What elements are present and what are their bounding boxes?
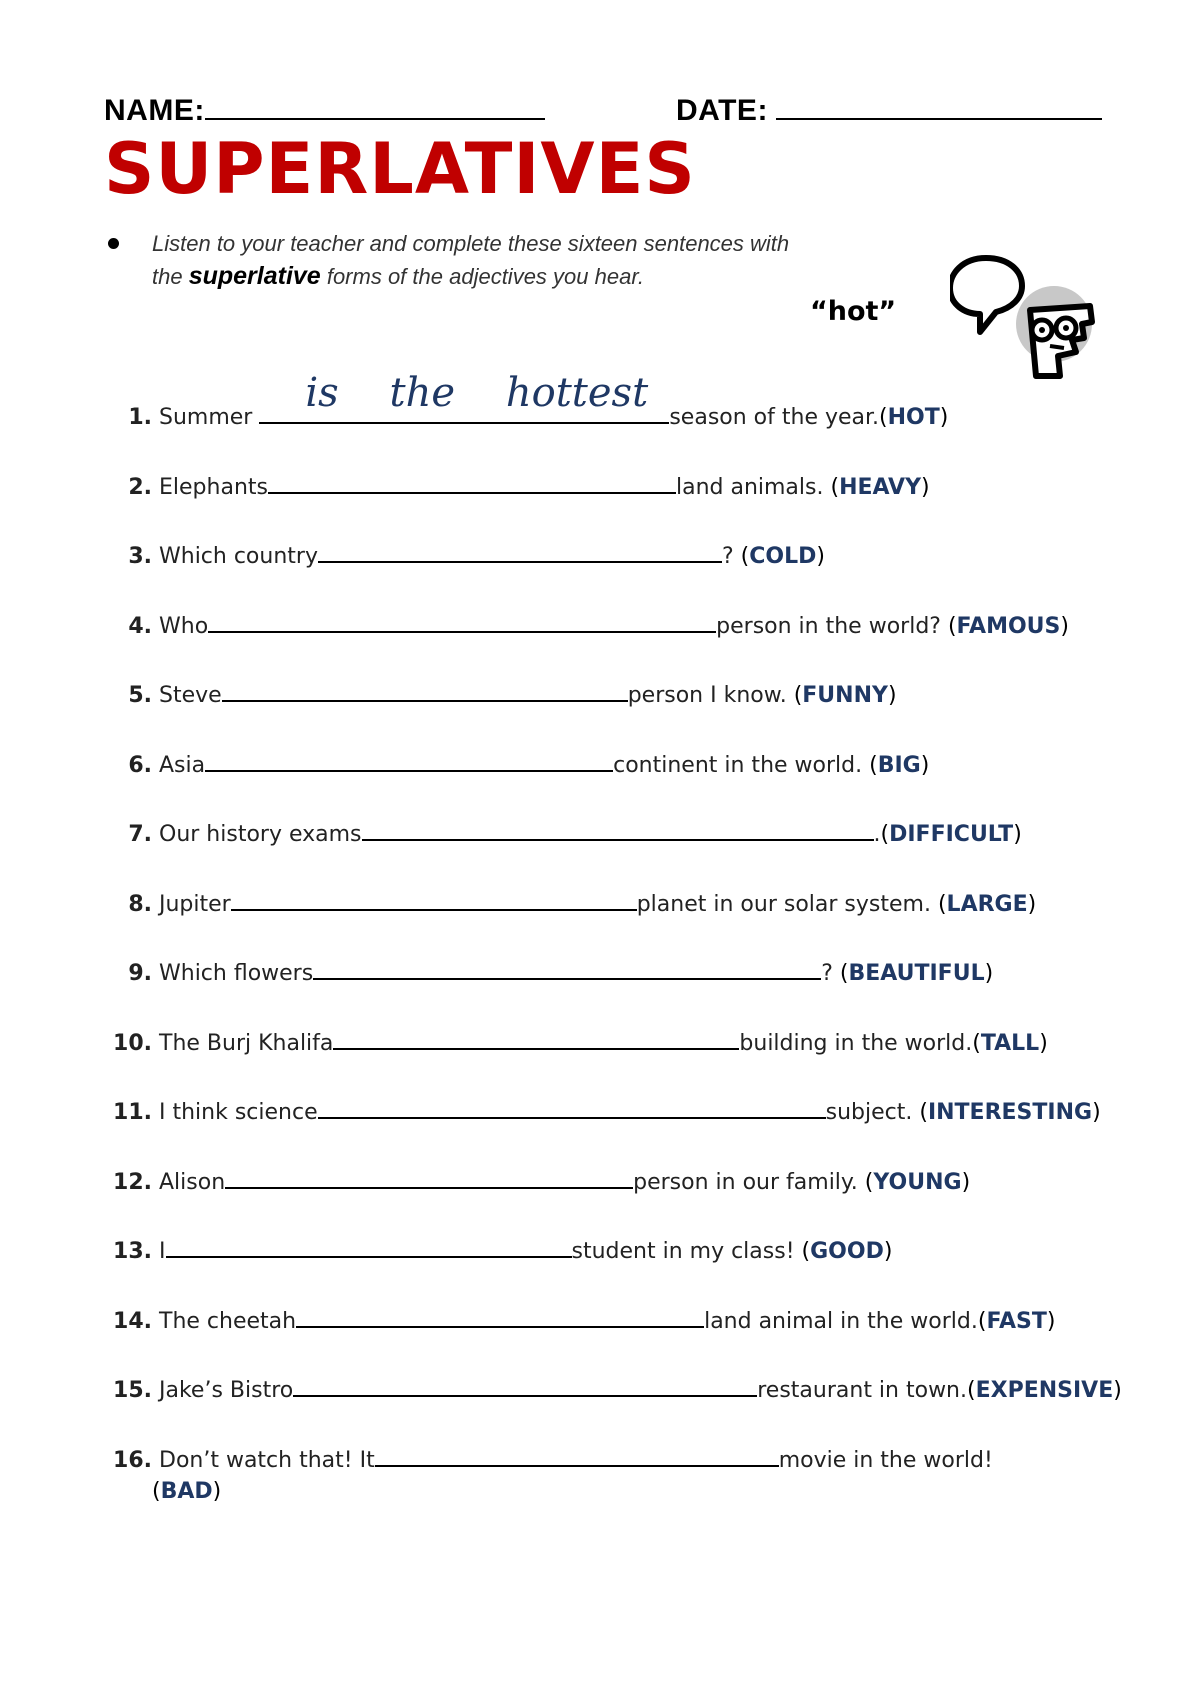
name-blank[interactable]	[205, 92, 545, 120]
name-field-row	[104, 92, 545, 128]
answer-blank[interactable]	[166, 1232, 572, 1258]
sentence-item-6	[100, 746, 1180, 816]
item-text-before: I	[159, 1239, 166, 1264]
sentence-item-13	[100, 1232, 1180, 1302]
item-number: 13.	[113, 1239, 152, 1264]
item-text-before: Our history exams	[159, 822, 362, 847]
item-text-before: Jake’s Bistro	[159, 1378, 294, 1403]
item-text-after: .	[873, 822, 881, 847]
sentence-item-9	[100, 954, 1180, 1024]
answer-blank[interactable]	[205, 746, 613, 772]
instructions-line2-pre: the	[152, 264, 189, 289]
item-text-after: restaurant in town.	[757, 1378, 967, 1403]
item-number: 11.	[113, 1100, 152, 1125]
item-text-after: planet in our solar system.	[636, 891, 938, 917]
adjective-hint: (YOUNG)	[864, 1169, 971, 1195]
item-text-after: land animal in the world.	[704, 1308, 978, 1334]
sentence-list	[100, 370, 1180, 1531]
item-number: 2.	[128, 474, 152, 500]
adjective-hint: (BEAUTIFUL)	[839, 961, 994, 986]
answer-blank[interactable]	[313, 954, 821, 980]
adjective-hint: (LARGE)	[937, 891, 1037, 917]
sentence-item-1	[100, 370, 1180, 468]
sentence-item-11	[100, 1093, 1180, 1163]
adjective-hint: (INTERESTING)	[919, 1100, 1101, 1125]
item-text-after: ?	[821, 961, 840, 986]
answer-blank[interactable]	[375, 1441, 779, 1467]
item-number: 4.	[128, 613, 152, 639]
item-text-before: Who	[159, 613, 209, 639]
item-text-before: Which flowers	[159, 961, 314, 986]
item-text-before: Alison	[159, 1169, 226, 1195]
item-text-after: movie in the world!	[778, 1447, 993, 1473]
item-text-before: Don’t watch that! It	[159, 1447, 375, 1473]
adjective-hint: (FUNNY)	[793, 683, 897, 708]
adjective-hint: (HOT)	[879, 405, 949, 430]
instructions-bold: superlative	[188, 262, 321, 290]
date-label: DATE:	[676, 94, 768, 127]
answer-blank[interactable]	[268, 468, 676, 494]
item-number: 7.	[128, 822, 152, 847]
item-text-after: person I know.	[627, 683, 794, 708]
answer-blank[interactable]	[222, 676, 628, 702]
answer-blank[interactable]	[318, 537, 722, 563]
name-label: NAME:	[104, 94, 205, 127]
sentence-item-14	[100, 1302, 1180, 1372]
adjective-hint: (COLD)	[740, 544, 825, 569]
adjective-hint: (BIG)	[869, 752, 930, 778]
adjective-hint: (EXPENSIVE)	[967, 1378, 1122, 1403]
answer-blank[interactable]	[225, 1163, 633, 1189]
answer-blank[interactable]	[231, 885, 637, 911]
adjective-hint: (GOOD)	[801, 1239, 893, 1264]
sentence-item-16	[100, 1441, 1180, 1531]
sentence-item-10	[100, 1024, 1180, 1094]
item-text-before: The cheetah	[159, 1308, 297, 1334]
instructions-line1: Listen to your teacher and complete these sixteen sentences with	[152, 231, 790, 256]
adjective-hint: (FAMOUS)	[947, 613, 1069, 639]
instructions-line2-post: forms of the adjectives you hear.	[320, 264, 644, 289]
item-number: 15.	[113, 1378, 152, 1403]
item-number: 9.	[128, 961, 152, 986]
item-number: 1.	[128, 405, 152, 430]
sentence-item-3	[100, 537, 1180, 607]
item-text-before: I think science	[159, 1100, 318, 1125]
item-number: 14.	[113, 1308, 152, 1334]
item-number: 16.	[113, 1447, 152, 1473]
item-number: 6.	[128, 752, 152, 778]
answer-blank[interactable]	[333, 1024, 739, 1050]
item-text-before: The Burj Khalifa	[159, 1030, 334, 1056]
adjective-hint: (FAST)	[977, 1308, 1056, 1334]
item-text-after: continent in the world.	[613, 752, 870, 778]
example-word: “hot”	[810, 296, 897, 327]
answer-blank[interactable]	[362, 815, 874, 841]
item-text-before: Jupiter	[159, 891, 231, 917]
date-blank[interactable]	[776, 92, 1102, 120]
item-text-before: Which country	[159, 544, 318, 569]
item-text-after: land animals.	[675, 474, 831, 500]
item-text-after: building in the world.	[739, 1030, 973, 1056]
adjective-hint: (BAD)	[152, 1478, 222, 1504]
item-text-after: student in my class!	[571, 1239, 802, 1264]
item-text-after: person in the world?	[716, 613, 948, 639]
item-text-after: subject.	[825, 1100, 920, 1125]
item-text-before: Steve	[159, 683, 222, 708]
item-text-before: Asia	[159, 752, 206, 778]
page-title: SUPERLATIVES	[104, 128, 696, 210]
item-number: 8.	[128, 891, 152, 917]
answer-blank[interactable]	[259, 370, 669, 424]
answer-blank[interactable]	[296, 1302, 704, 1328]
sentence-item-2	[100, 468, 1180, 538]
adjective-hint: (DIFFICULT)	[880, 822, 1022, 847]
item-text-before: Elephants	[159, 474, 268, 500]
item-number: 5.	[128, 683, 152, 708]
sentence-item-15	[100, 1371, 1180, 1441]
bullet-icon	[108, 238, 119, 249]
sentence-item-4	[100, 607, 1180, 677]
sentence-item-7	[100, 815, 1180, 885]
adjective-hint: (TALL)	[972, 1030, 1048, 1056]
sentence-item-12	[100, 1163, 1180, 1233]
answer-blank[interactable]	[208, 607, 716, 633]
item-number: 3.	[128, 544, 152, 569]
item-text-after: season of the year.	[669, 405, 880, 430]
item-text-before: Summer	[159, 405, 260, 430]
adjective-hint: (HEAVY)	[830, 474, 930, 500]
answer-blank[interactable]	[293, 1371, 757, 1397]
thinking-head-speech-bubble-icon	[950, 248, 1110, 390]
item-number: 12.	[113, 1169, 152, 1195]
item-text-after: person in our family.	[633, 1169, 865, 1195]
item-text-after: ?	[721, 544, 741, 569]
answer-blank[interactable]	[318, 1093, 826, 1119]
instructions	[152, 228, 892, 293]
item-number: 10.	[113, 1030, 152, 1056]
date-field-row	[676, 92, 1102, 128]
sentence-item-8	[100, 885, 1180, 955]
handwritten-answer: is the hottest	[305, 370, 649, 416]
sentence-item-5	[100, 676, 1180, 746]
